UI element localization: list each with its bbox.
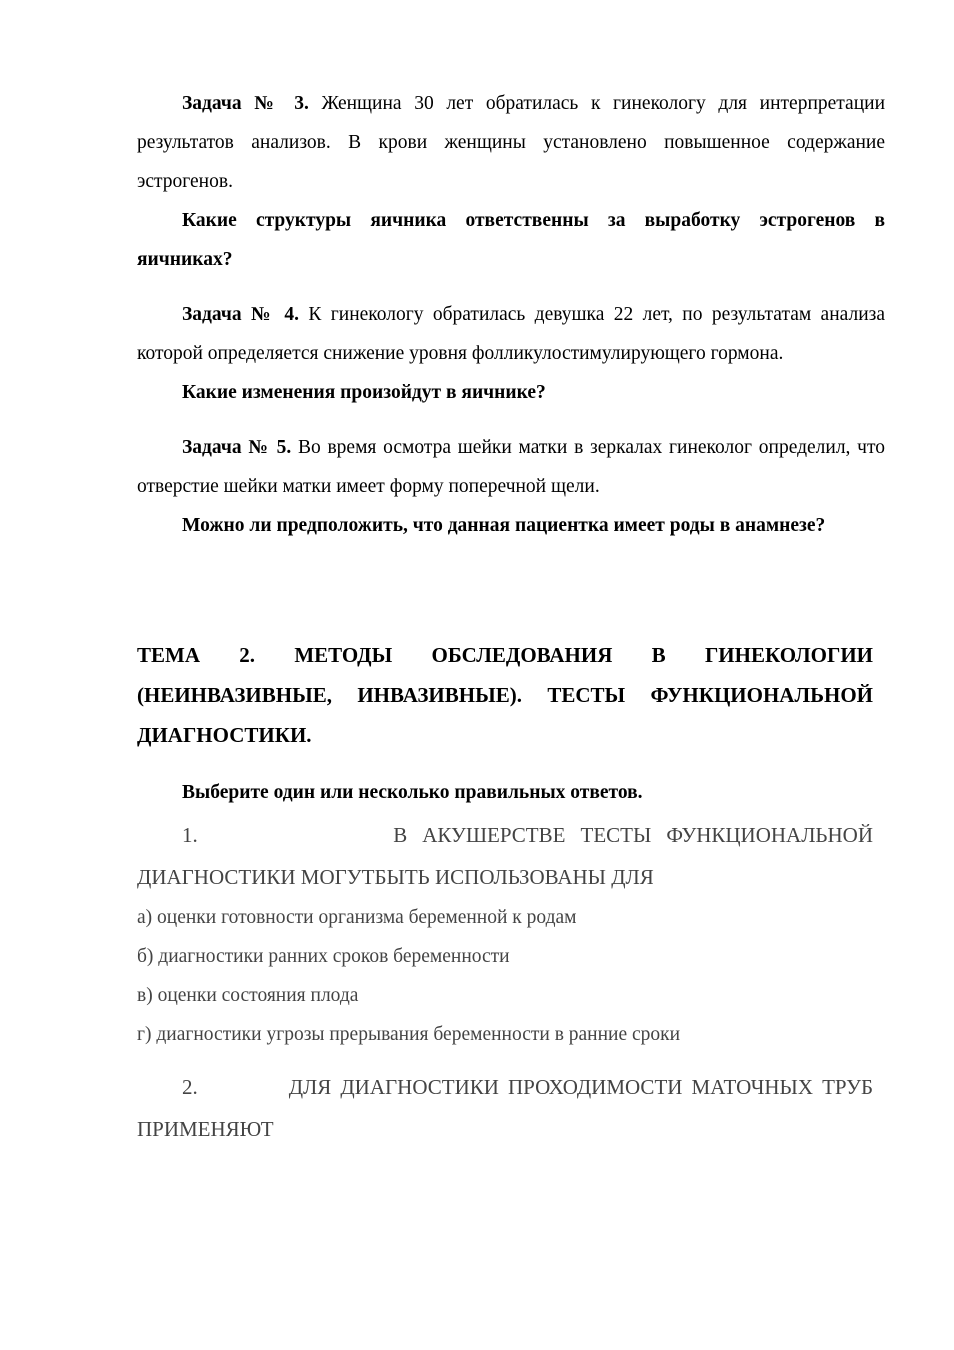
question-1-option-d: г) диагностики угрозы прерывания беременности в ранние сроки <box>137 1024 681 1045</box>
task-4-paragraph <box>137 295 885 373</box>
topic-title: ТЕМА 2. МЕТОДЫ ОБСЛЕДОВАНИЯ В ГИНЕКОЛОГИИ (НЕИНВАЗИВНЫЕ, ИНВАЗИВНЫЕ). ТЕСТЫ ФУНКЦИОНАЛЬНОЙ ДИАГНОСТИКИ. <box>137 643 873 747</box>
task-5-paragraph <box>137 428 885 506</box>
task-4-question: Какие изменения произойдут в яичнике? <box>182 382 546 403</box>
question-1-title-line2: ДИАГНОСТИКИ МОГУТБЫТЬ ИСПОЛЬЗОВАНЫ ДЛЯ <box>137 865 654 889</box>
question-1-title-line1 <box>137 814 873 856</box>
task-4-text: К гинекологу обратилась девушка 22 лет, по результатам анализа которой определяется снижение уровня фолликулостимулирующего гормона. <box>137 304 885 364</box>
task-5-question: Можно ли предположить, что данная пациентка имеет роды в анамнезе? <box>182 515 826 536</box>
question-1-option-b: б) диагностики ранних сроков беременности <box>137 946 510 967</box>
document-page <box>137 84 885 1150</box>
question-2-title <box>137 1066 873 1150</box>
question-1 <box>137 814 885 1054</box>
question-2 <box>137 1066 885 1150</box>
task-3-question: Какие структуры яичника ответственны за выработку эстрогенов в яичниках? <box>137 210 885 270</box>
task-3-paragraph <box>137 84 885 201</box>
task-3-text: Женщина 30 лет обратилась к гинекологу для интерпретации результатов анализов. В крови женщины установлено повышенное содержание эстрогенов. <box>137 93 886 192</box>
question-1-title <box>137 814 873 898</box>
question-2-number: 2. <box>182 1075 198 1099</box>
task-5-text: Во время осмотра шейки матки в зеркалах гинеколог определил, что отверстие шейки матки имеет форму поперечной щели. <box>137 437 886 497</box>
question-2-title-text: ДЛЯ ДИАГНОСТИКИ ПРОХОДИМОСТИ МАТОЧНЫХ ТРУБ <box>288 1075 874 1099</box>
question-2-title-line1 <box>137 1066 873 1108</box>
task-5-label: Задача № 5. <box>182 437 292 458</box>
question-1-option-c: в) оценки состояния плода <box>137 985 359 1006</box>
question-2-title-line2: ПРИМЕНЯЮТ <box>137 1117 274 1141</box>
question-1-option-a: а) оценки готовности организма беременной к родам <box>137 907 577 928</box>
question-1-title-text: В АКУШЕРСТВЕ ТЕСТЫ ФУНКЦИОНАЛЬНОЙ <box>393 823 873 847</box>
task-4-label: Задача № 4. <box>182 304 300 325</box>
topic-instruction: Выберите один или несколько правильных ответов. <box>182 782 643 803</box>
task-3-label: Задача № 3. <box>182 93 309 114</box>
question-1-number: 1. <box>182 823 198 847</box>
